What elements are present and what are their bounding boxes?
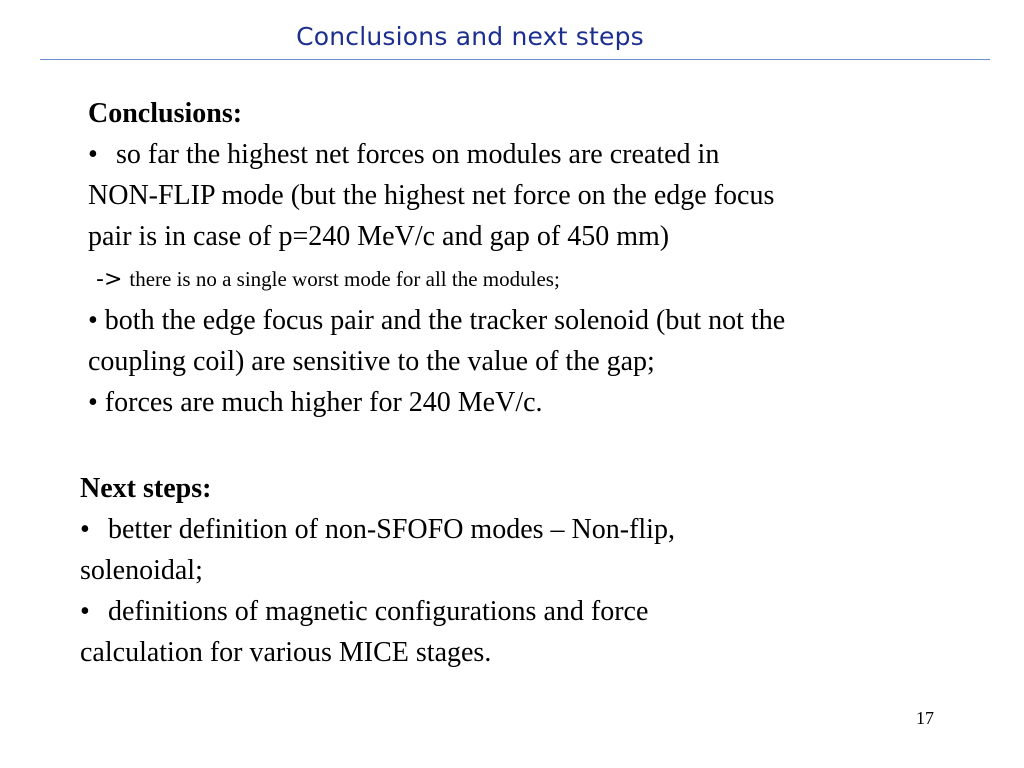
bullet-text: definitions of magnetic configurations and force bbox=[108, 596, 649, 627]
conclusions-bullet-1-line-3: pair is in case of p=240 MeV/c and gap of 450 mm) bbox=[88, 221, 670, 252]
next-steps-bullet-1-line-2: solenoidal; bbox=[80, 555, 203, 586]
page-number: 17 bbox=[916, 708, 934, 728]
next-steps-heading: Next steps: bbox=[80, 473, 212, 504]
bullet-text: so far the highest net forces on modules are created in bbox=[116, 139, 720, 170]
conclusions-arrow-note bbox=[88, 257, 968, 300]
conclusions-bullet-3-line-1: • forces are much higher for 240 MeV/c. bbox=[88, 387, 543, 418]
bullet-marker: • bbox=[80, 596, 90, 627]
arrow-note-text: there is no a single worst mode for all the modules; bbox=[129, 267, 560, 291]
next-steps-bullet-1-line-1 bbox=[80, 509, 960, 550]
conclusions-bullet-1-line-1 bbox=[88, 134, 968, 175]
arrow-icon: -> bbox=[96, 267, 123, 292]
conclusions-bullet-2-line-1: • both the edge focus pair and the tracker solenoid (but not the bbox=[88, 305, 786, 336]
next-steps-section bbox=[80, 468, 960, 673]
next-steps-bullet-2-line-1 bbox=[80, 591, 960, 632]
conclusions-section bbox=[88, 93, 968, 423]
conclusions-bullet-1-line-2: NON-FLIP mode (but the highest net force on the edge focus bbox=[88, 180, 775, 211]
bullet-text: better definition of non-SFOFO modes – Non-flip, bbox=[108, 514, 675, 545]
conclusions-bullet-2-line-2: coupling coil) are sensitive to the value of the gap; bbox=[88, 346, 655, 377]
slide-title: Conclusions and next steps bbox=[296, 22, 644, 51]
title-divider bbox=[40, 59, 990, 60]
next-steps-bullet-2-line-2: calculation for various MICE stages. bbox=[80, 637, 492, 668]
conclusions-heading: Conclusions: bbox=[88, 98, 243, 129]
bullet-marker: • bbox=[88, 139, 98, 170]
bullet-marker: • bbox=[80, 514, 90, 545]
